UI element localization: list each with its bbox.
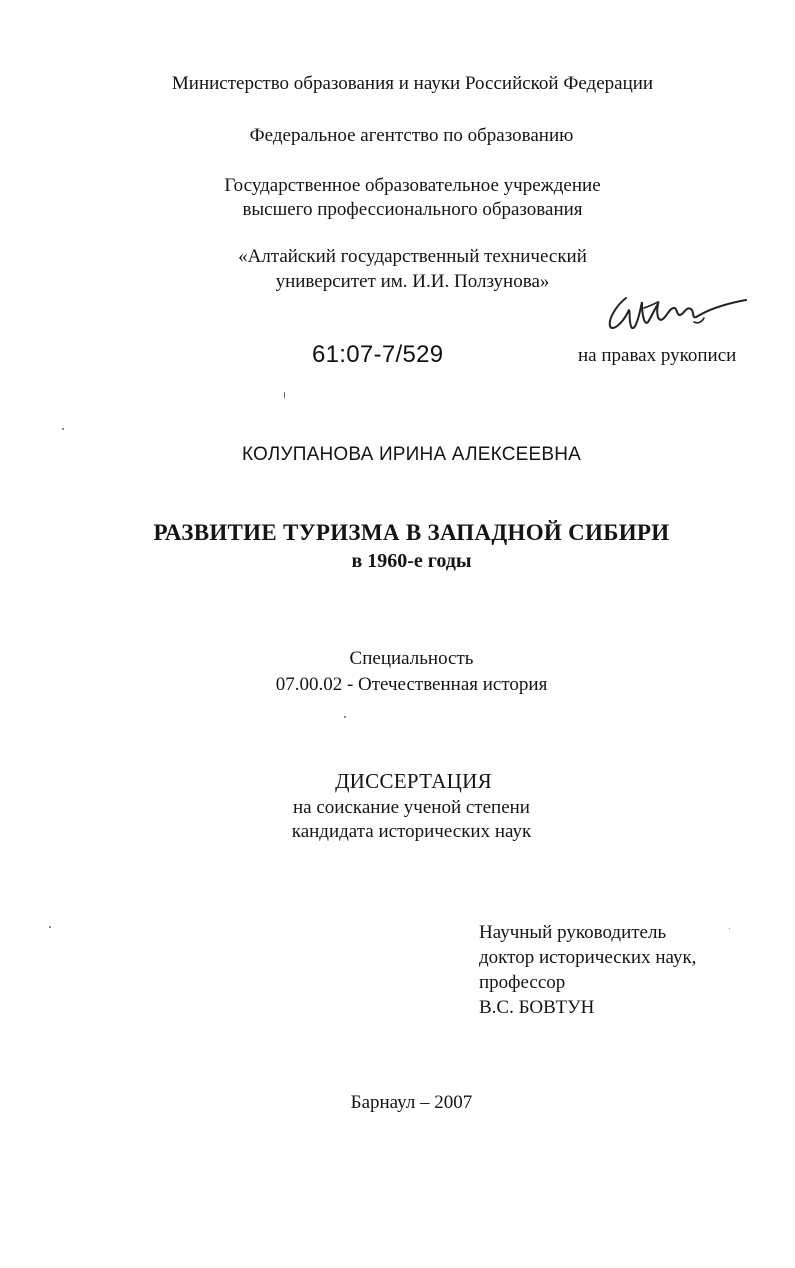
scan-speck: [62, 428, 64, 430]
scan-speck: [344, 716, 346, 718]
dissertation-title: РАЗВИТИЕ ТУРИЗМА В ЗАПАДНОЙ СИБИРИ: [153, 520, 670, 545]
catalog-number: 61:07-7/529: [312, 341, 444, 368]
degree-line-2: кандидата исторических наук: [291, 821, 532, 842]
scan-speck: [284, 392, 285, 398]
agency-name: Федеральное агентство по образованию: [249, 125, 574, 146]
institution-line-2: высшего профессионального образования: [242, 199, 583, 220]
dissertation-heading: ДИССЕРТАЦИЯ: [335, 769, 492, 793]
supervisor-title: профессор: [479, 972, 566, 993]
ministry-name: Министерство образования и науки Российской Федерации: [171, 73, 654, 94]
university-line-2: университет им. И.И. Ползунова»: [275, 271, 550, 292]
university-line-1: «Алтайский государственный технический: [238, 246, 587, 267]
dissertation-subtitle: в 1960-е годы: [351, 550, 472, 572]
place-year: Барнаул – 2007: [350, 1092, 473, 1113]
specialty-code: 07.00.02 - Отечественная история: [275, 674, 548, 695]
supervisor-block: [479, 920, 696, 1020]
supervisor-degree: доктор исторических наук,: [479, 947, 697, 968]
degree-line-1: на соискание ученой степени: [293, 797, 530, 818]
handwritten-signature: [598, 284, 748, 344]
rights-note: на правах рукописи: [578, 345, 737, 366]
specialty-label: Специальность: [349, 648, 474, 669]
supervisor-name: В.С. БОВТУН: [479, 997, 595, 1018]
supervisor-role: Научный руководитель: [479, 922, 667, 943]
institution-line-1: Государственное образовательное учреждение: [224, 175, 601, 196]
scan-speck: [729, 928, 730, 929]
scan-speck: [49, 926, 51, 928]
author-name: КОЛУПАНОВА ИРИНА АЛЕКСЕЕВНА: [241, 444, 582, 465]
